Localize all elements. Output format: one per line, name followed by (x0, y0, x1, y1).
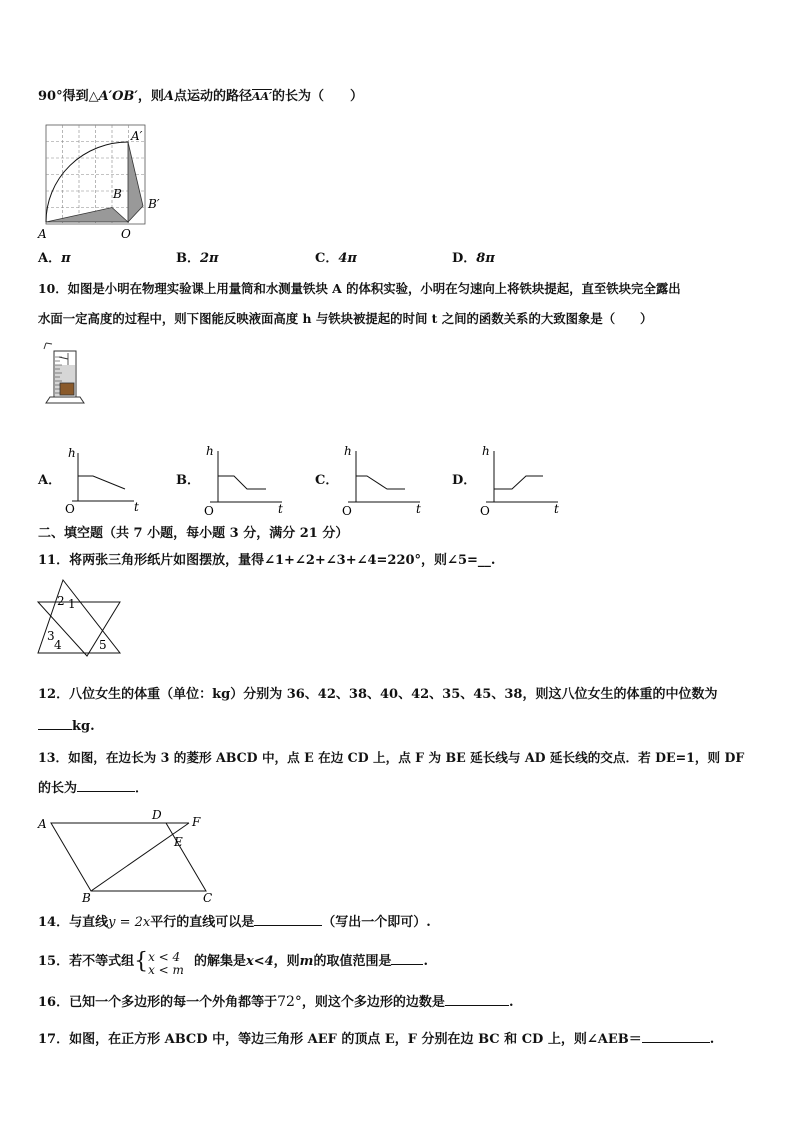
q10-option-d-label[interactable]: D． (452, 473, 477, 488)
svg-text:h: h (344, 444, 352, 458)
q13-line2: 的长为 ． (38, 781, 149, 796)
q10-graph-c[interactable] (340, 443, 430, 518)
segment-bf (91, 823, 189, 891)
q9-option-a[interactable]: A．π (38, 251, 71, 266)
q9-option-d[interactable]: D．8π (452, 251, 495, 266)
q14-text: 14．与直线y = 2x平行的直线可以是 （写出一个即可）. (38, 915, 431, 930)
svg-text:1: 1 (68, 597, 76, 611)
svg-text:h: h (482, 444, 490, 458)
iron-block (60, 383, 74, 395)
q13-rhombus-figure (36, 806, 226, 906)
q9-option-b[interactable]: B．2π (176, 251, 219, 266)
label-b-prime: B′ (148, 197, 160, 211)
svg-text:5: 5 (99, 638, 107, 652)
svg-text:F: F (192, 815, 201, 829)
q15-text: 15．若不等式组{x < 4 x < m的解集是x<4，则m的取值范围是 . (38, 949, 428, 977)
q10-line2: 水面一定高度的过程中，则下图能反映液面高度 h 与铁块被提起的时间 t 之间的函数关系的大致图象是（ ） (38, 311, 653, 326)
q13-answer-blank[interactable] (77, 779, 135, 792)
q12-line2: kg. (38, 717, 95, 736)
triangle-aob (46, 208, 128, 223)
q16-answer-blank[interactable] (445, 993, 509, 1006)
svg-text:O: O (480, 504, 490, 518)
svg-text:h: h (68, 446, 76, 460)
label-a-prime: A′ (131, 129, 143, 143)
q9-stem: 90°得到△A′OB′，则A点运动的路径AA′的长为（ ） (38, 89, 363, 104)
q10-option-c-label[interactable]: C． (315, 473, 339, 488)
svg-text:B: B (82, 891, 91, 905)
svg-text:h: h (206, 444, 214, 458)
svg-text:E: E (174, 835, 183, 849)
svg-text:O: O (65, 502, 75, 516)
svg-text:4: 4 (54, 638, 62, 652)
cylinder-base (46, 397, 84, 403)
section-title: 二、填空题（共 7 小题，每小题 3 分，满分 21 分） (38, 526, 349, 541)
graduated-cylinder-figure (38, 343, 98, 407)
svg-text:t: t (278, 502, 283, 516)
q17-answer-blank[interactable] (642, 1030, 710, 1043)
q10-line1: 10．如图是小明在物理实验课上用量筒和水测量铁块 A 的体积实验，小明在匀速向上将铁块提起，直至铁块完全露出 (38, 281, 681, 296)
svg-text:t: t (554, 502, 559, 516)
q12-answer-blank[interactable] (38, 717, 72, 730)
q10-graph-b[interactable] (200, 443, 290, 518)
q10-graph-a[interactable] (62, 445, 142, 515)
svg-text:C: C (203, 891, 213, 905)
label-a: A (38, 227, 47, 241)
q16-text: 16．已知一个多边形的每一个外角都等于72°，则这个多边形的边数是 . (38, 994, 514, 1010)
q11-text: 11．将两张三角形纸片如图摆放，量得∠1+∠2+∠3+∠4=220°，则∠5=__. (38, 553, 496, 568)
svg-text:A: A (38, 817, 47, 831)
q9-option-c[interactable]: C．4π (315, 251, 357, 266)
svg-text:D: D (152, 808, 162, 822)
q12-line1: 12．八位女生的体重（单位：kg）分别为 36、42、38、40、42、35、45、38，则这八位女生的体重的中位数为 (38, 687, 718, 702)
label-b: B (113, 187, 122, 201)
q13-line1: 13．如图，在边长为 3 的菱形 ABCD 中，点 E 在边 CD 上，点 F 为 BE 延长线与 AD 延长线的交点．若 DE=1，则 DF (38, 750, 745, 765)
q14-answer-blank[interactable] (254, 913, 322, 926)
q10-graph-d[interactable] (478, 443, 568, 518)
svg-text:t: t (416, 502, 421, 516)
q17-text: 17．如图，在正方形 ABCD 中，等边三角形 AEF 的顶点 E，F 分别在边 BC 和 CD 上，则∠AEB＝ . (38, 1032, 715, 1047)
q10-option-b-label[interactable]: B． (176, 473, 200, 488)
arc-notation: AA′ (251, 90, 272, 103)
svg-text:2: 2 (57, 594, 65, 608)
triangle-a-prime-ob-prime (128, 142, 143, 222)
svg-text:O: O (342, 504, 352, 518)
svg-text:O: O (204, 504, 214, 518)
label-o: O (121, 227, 131, 241)
q10-option-a-label[interactable]: A． (38, 473, 62, 488)
q11-triangles-figure (36, 578, 126, 658)
rhombus-abcd (51, 823, 206, 891)
q15-answer-blank[interactable] (391, 952, 423, 965)
svg-text:t: t (134, 500, 139, 514)
svg-text:3: 3 (47, 629, 55, 643)
rotation-arc (46, 142, 128, 222)
q9-grid-figure (35, 118, 170, 243)
